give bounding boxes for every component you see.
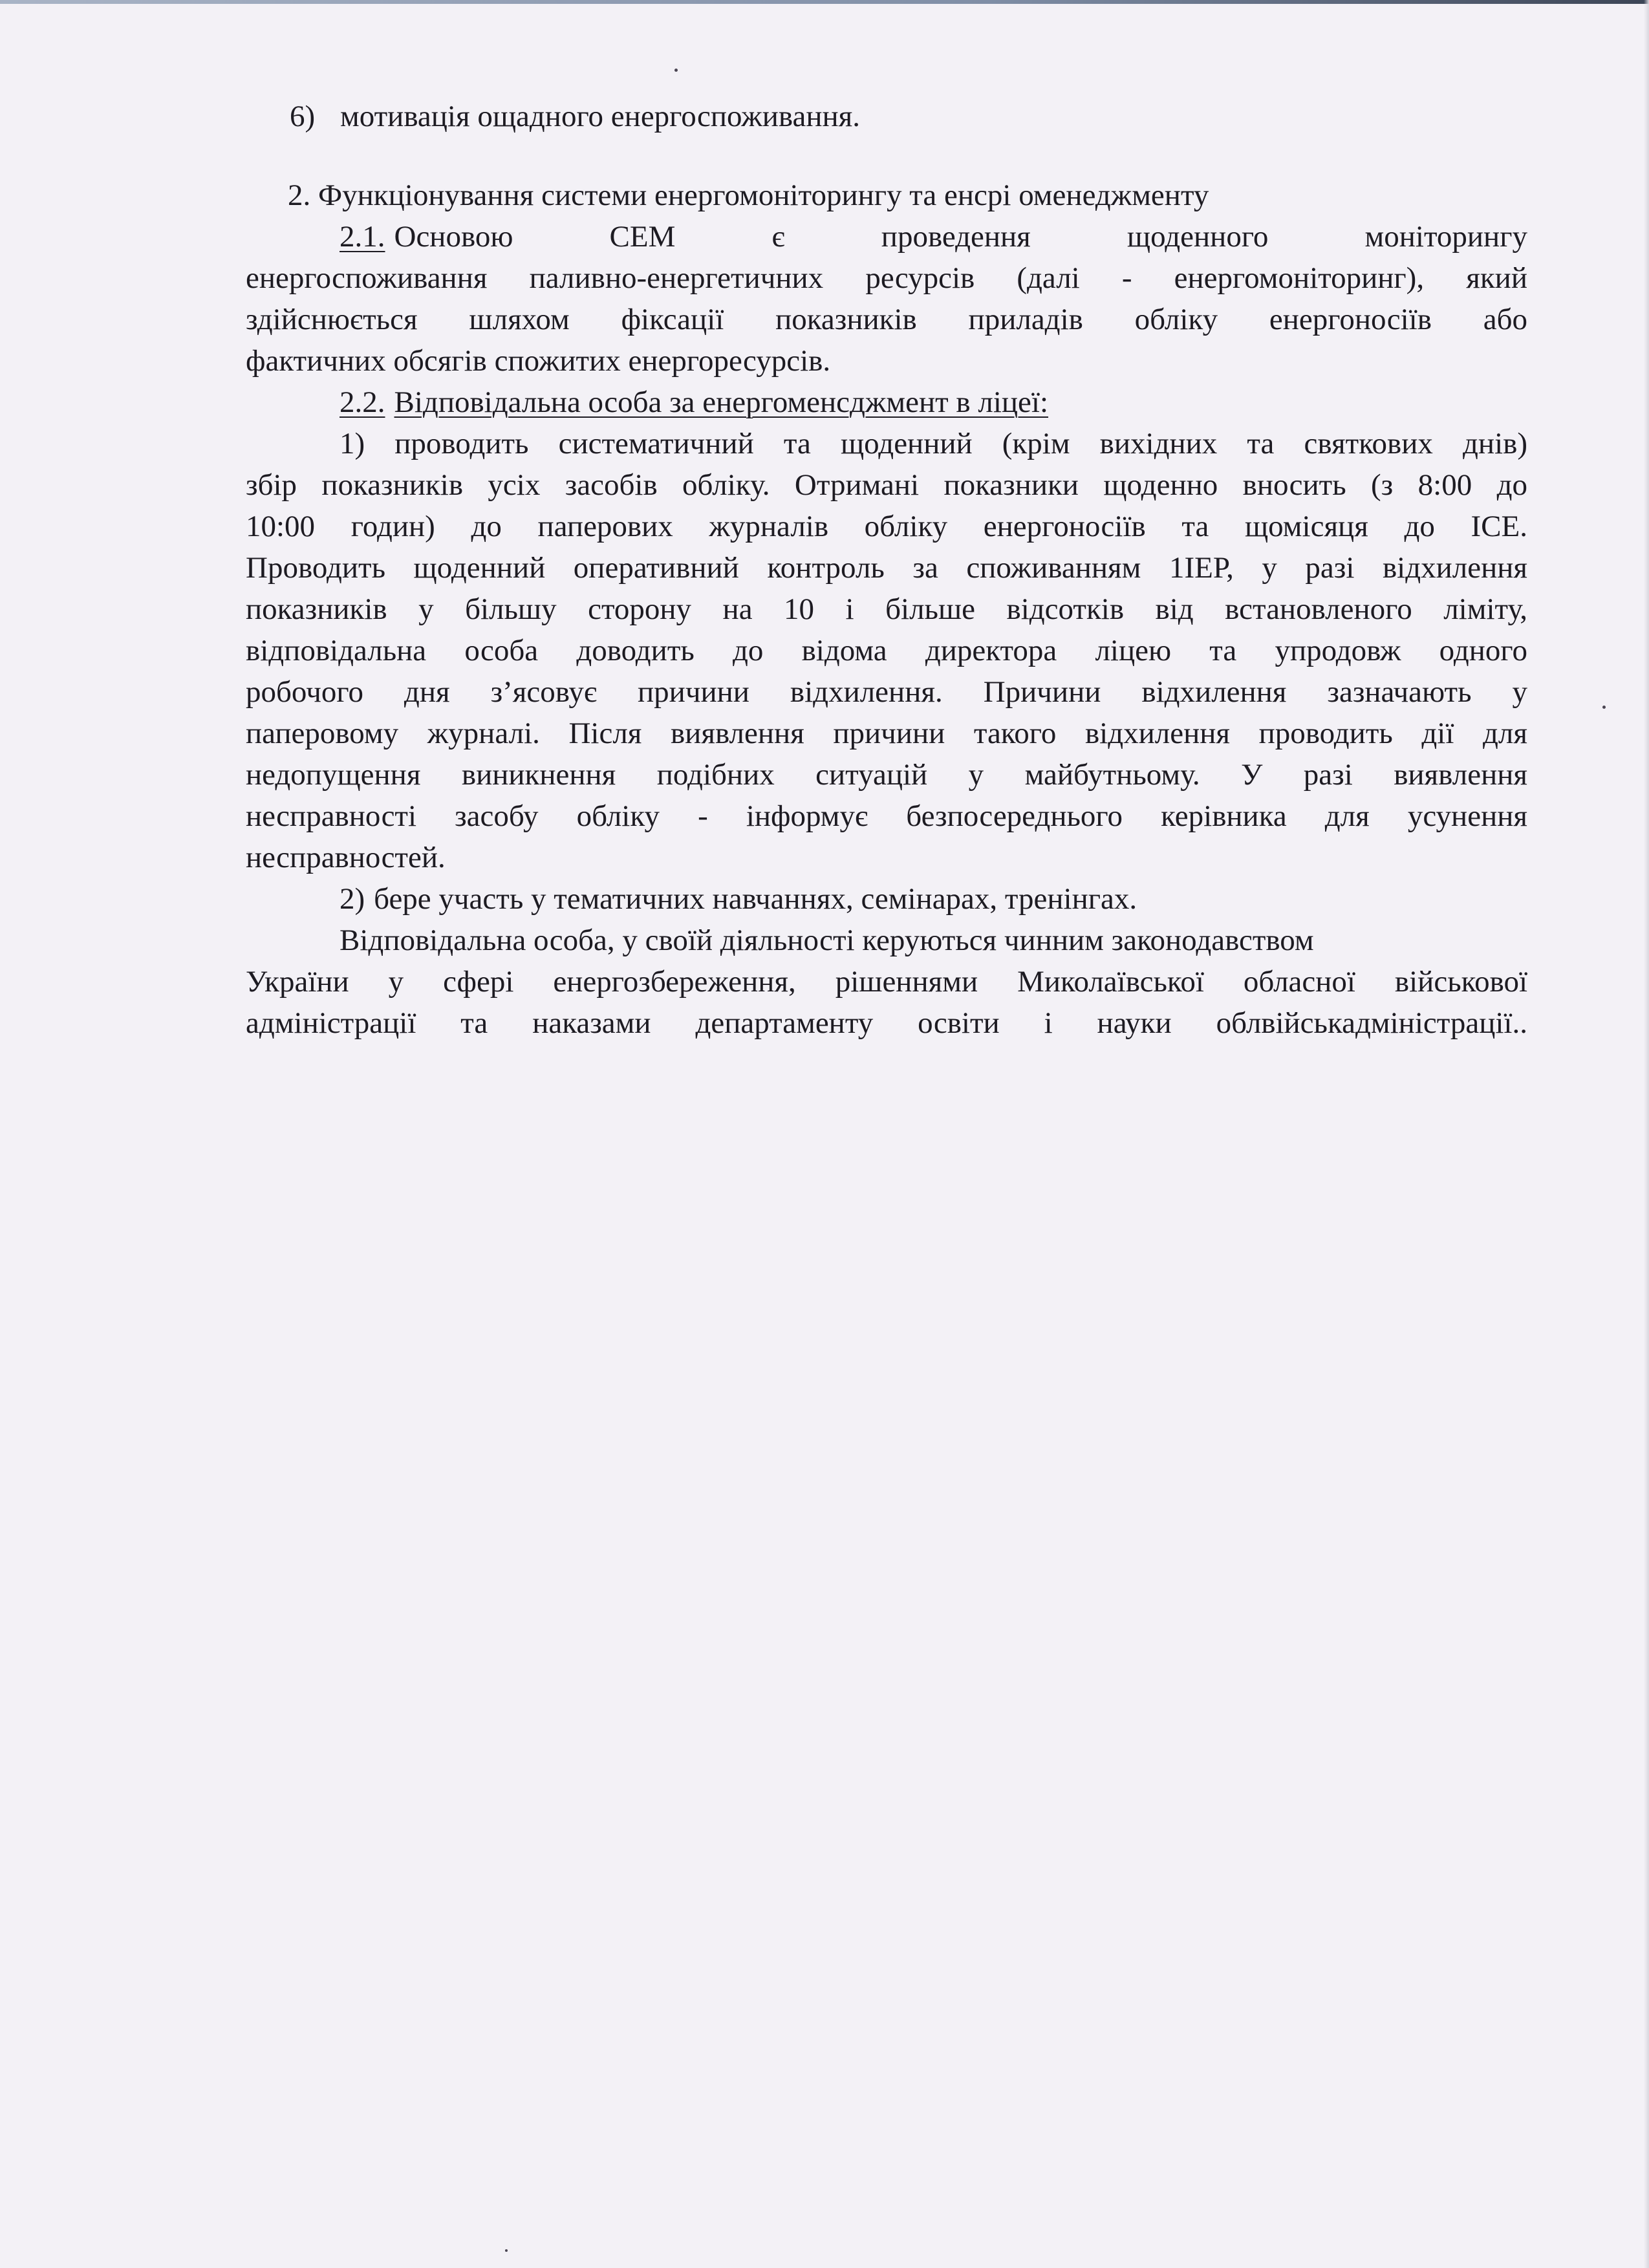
duty-1-line: 10:00 годин) до паперових журналів обліку енергоносіїв та щомісяця до ІСЕ.: [246, 510, 1527, 543]
scan-edge-top: [0, 0, 1649, 4]
list-item-text: мотивація ощадного енергоспоживання.: [340, 100, 861, 133]
paragraph-text: Основою СЕМ є проведення щоденного моніторингу: [394, 220, 1527, 254]
paragraph-2-1-line: енергоспоживання паливно-енергетичних ресурсів (далі - енергомоніторинг), який: [246, 261, 1527, 295]
scan-edge-right: [1644, 0, 1649, 2268]
duty-1-line: недопущення виникнення подібних ситуацій у майбутньому. У разі виявлення: [246, 758, 1527, 792]
closing-line: Відповідальна особа, у своїй діяльності керуються чинним законодавством: [339, 923, 1314, 957]
scan-speck: [674, 69, 678, 72]
duty-1-line: несправностей.: [246, 841, 446, 874]
document-body: [246, 96, 1527, 1044]
closing-line: України у сфері енергозбереження, рішеннями Миколаївської обласної військової: [246, 965, 1527, 999]
duty-1-line: збір показників усіх засобів обліку. Отримані показники щоденно вносить (з 8:00 до: [246, 468, 1527, 502]
duty-1-line: паперовому журналі. Після виявлення причини такого відхилення проводить дії для: [246, 717, 1527, 750]
clause-number: 2.1.: [339, 220, 385, 254]
duty-1-line: несправності засобу обліку - інформує безпосереднього керівника для усунення: [246, 799, 1527, 833]
clause-title: Відповідальна особа за енергоменсджмент в ліцеї:: [394, 385, 1049, 419]
list-item-6: [246, 96, 1527, 137]
scan-speck: [505, 2249, 508, 2252]
paragraph-2-1-line: здійснюється шляхом фіксації показників приладів обліку енергоносіїв або: [246, 303, 1527, 336]
list-number: 2): [339, 882, 365, 916]
section-heading: 2. Функціонування системи енергомоніторингу та енсрі оменеджменту: [288, 178, 1209, 212]
clause-2-2-heading: [246, 382, 1527, 423]
paragraph-2-1-line: фактичних обсягів спожитих енергоресурсів.: [246, 344, 831, 378]
duty-1-line: відповідальна особа доводить до відома директора ліцею та упродовж одного: [246, 634, 1527, 667]
closing-line: адміністрації та наказами департаменту освіти і науки облвійськадміністрації..: [246, 1006, 1527, 1040]
duty-2: [246, 878, 1527, 920]
duty-2-text: бере участь у тематичних навчаннях, семінарах, тренінгах.: [374, 882, 1137, 916]
list-number: 6): [290, 100, 316, 133]
duty-1-line: 1) проводить систематичний та щоденний (крім вихідних та святкових днів): [339, 427, 1527, 460]
scan-speck: [1602, 706, 1606, 709]
duty-1-line: робочого дня з’ясовує причини відхилення. Причини відхилення зазначають у: [246, 675, 1527, 709]
duty-1-line: показників у більшу сторону на 10 і більше відсотків від встановленого ліміту,: [246, 592, 1527, 626]
paragraph-2-1-line: [246, 216, 1527, 257]
clause-number: 2.2.: [339, 385, 385, 419]
duty-1-line: Проводить щоденний оперативний контроль за споживанням 1ІЕР, у разі відхилення: [246, 551, 1527, 585]
